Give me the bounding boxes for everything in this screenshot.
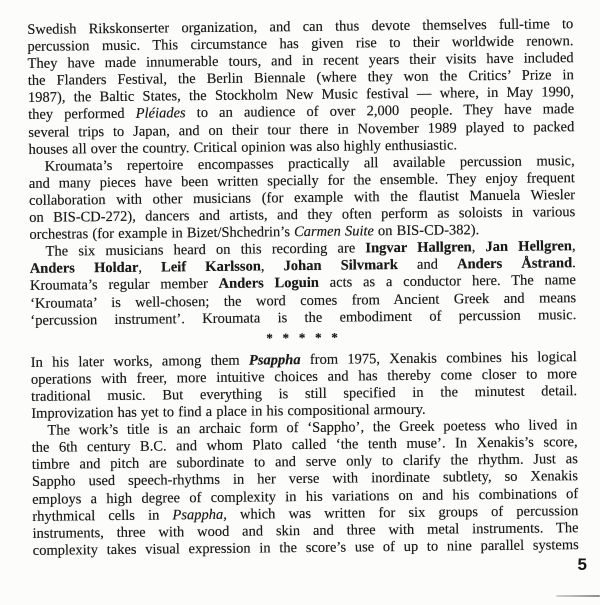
italic-text: Pléiades <box>135 105 186 123</box>
text-run: Improvization has yet to find a place in his compositional armoury. <box>31 401 426 422</box>
text-run: , <box>260 258 284 275</box>
text-run: the Flanders Festival, the Berlin Biennale (where they won the Critics’ Prize in <box>27 67 574 90</box>
text-run: employs a high degree of complexity in his variations on and his combinations of <box>32 485 579 508</box>
text-run: , <box>571 238 576 255</box>
text-run: instruments, three with wood and skin and three with metal instruments. The <box>32 519 579 542</box>
text-run: on BIS-CD-382). <box>373 222 480 240</box>
text-run: operations with freer, more intuitive choices and has thereby come closer to more <box>30 366 577 388</box>
text-run: Swedish Rikskonserter organization, and can thus devote themselves full-time to <box>27 16 574 38</box>
paragraph <box>29 153 576 244</box>
text-run: and many pieces have been written specially for the ensemble. They enjoy frequent <box>28 169 575 192</box>
text-run: In his later works, among them <box>30 352 250 371</box>
text-run: The six musicians heard on this recording are <box>45 240 366 260</box>
text-run: to an audience of over 2,000 people. They have made <box>185 101 575 122</box>
italic-text: Carmen Suite <box>293 223 374 241</box>
text-run: They have made innumerable tours, and in recent years their visits have included <box>27 50 574 73</box>
text-run: collaboration with other musicians (for example with the flautist Manuela Wiesler <box>28 187 576 209</box>
paragraph <box>27 16 574 158</box>
page-content <box>27 16 579 560</box>
text-run: , <box>138 259 162 277</box>
text-run: , <box>471 239 486 256</box>
text-run: complexity takes visual expression in the score’s use of up to nine parallel systems <box>32 536 579 559</box>
text-run: acts as a conductor here. The name <box>318 272 577 292</box>
text-run: they performed <box>28 106 136 124</box>
bold-text: Ingvar Hallgren <box>365 239 472 257</box>
text-run: rhythmical cells in <box>32 507 173 525</box>
text-run: timbre and pitch are subordinate to and serve only to clarify the rhythm. Just as <box>31 451 578 474</box>
text-run: from 1975, Xenakis combines his logical <box>300 348 577 368</box>
paragraph <box>31 417 578 559</box>
page-number: 5 <box>577 555 587 574</box>
text-run: The work’s title is an archaic form of ‘Sappho’, the Greek poetess who lived in <box>47 417 578 439</box>
text-run: several trips to Japan, and on their tour there in November 1989 played to packed <box>28 118 575 141</box>
bold-text: Anders Loguin <box>218 275 319 293</box>
bold-text: Jan Hellgren <box>485 238 573 256</box>
text-section-bottom <box>31 349 579 560</box>
text-run: Sappho used speech-rhythms in her verse with inordinate subtlety, so Xenakis <box>31 468 579 491</box>
text-run: orchestras (for example in Bizet/Shchedrin’s <box>29 224 295 243</box>
text-run: Kroumata’s repertoire encompasses practically all available percussion music, <box>44 152 575 175</box>
text-run: the 6th century B.C. and whom Plato called ‘the tenth muse’. In Xenakis’s score, <box>31 434 578 457</box>
text-run: 1987), the Baltic States, the Stockholm New Music festival — where, in May 1990, <box>27 84 575 107</box>
text-run: percussion music. This circumstance has given rise to their worldwide renown. <box>27 33 574 55</box>
text-run: Kroumata’s regular member <box>29 276 219 295</box>
italic-text: Psappha <box>172 506 224 524</box>
text-run: ‘percussion instrument’. Kroumata is the embodiment of percussion music. <box>30 306 577 329</box>
bold-text: Anders Åstrand <box>457 255 573 273</box>
text-section-top <box>27 16 576 329</box>
section-separator: * * * * * <box>266 329 341 346</box>
text-run: on BIS-CD-272), dancers and artists, and they often perform as soloists in various <box>29 204 576 226</box>
bold-text: Anders Holdar <box>29 260 139 278</box>
text-run: traditional music. But everything is still specified in the minutest detail. <box>31 383 578 405</box>
text-run: houses all over the country. Critical opinion was also highly enthusiastic. <box>28 137 458 158</box>
paragraph <box>30 238 577 329</box>
text-run: , which was written for six groups of percussion <box>223 502 579 523</box>
text-run: ‘Kroumata’ is well-chosen; the word comes from Ancient Greek and means <box>30 289 577 312</box>
paragraph <box>31 349 578 423</box>
bold-italic-text: Psappha <box>248 351 301 369</box>
bold-text: Leif Karlsson <box>161 258 261 276</box>
bold-text: Johan Silvmark <box>283 257 398 275</box>
text-run: and <box>397 256 458 274</box>
scan-artifact-line <box>556 595 600 597</box>
text-run: . <box>572 255 576 272</box>
